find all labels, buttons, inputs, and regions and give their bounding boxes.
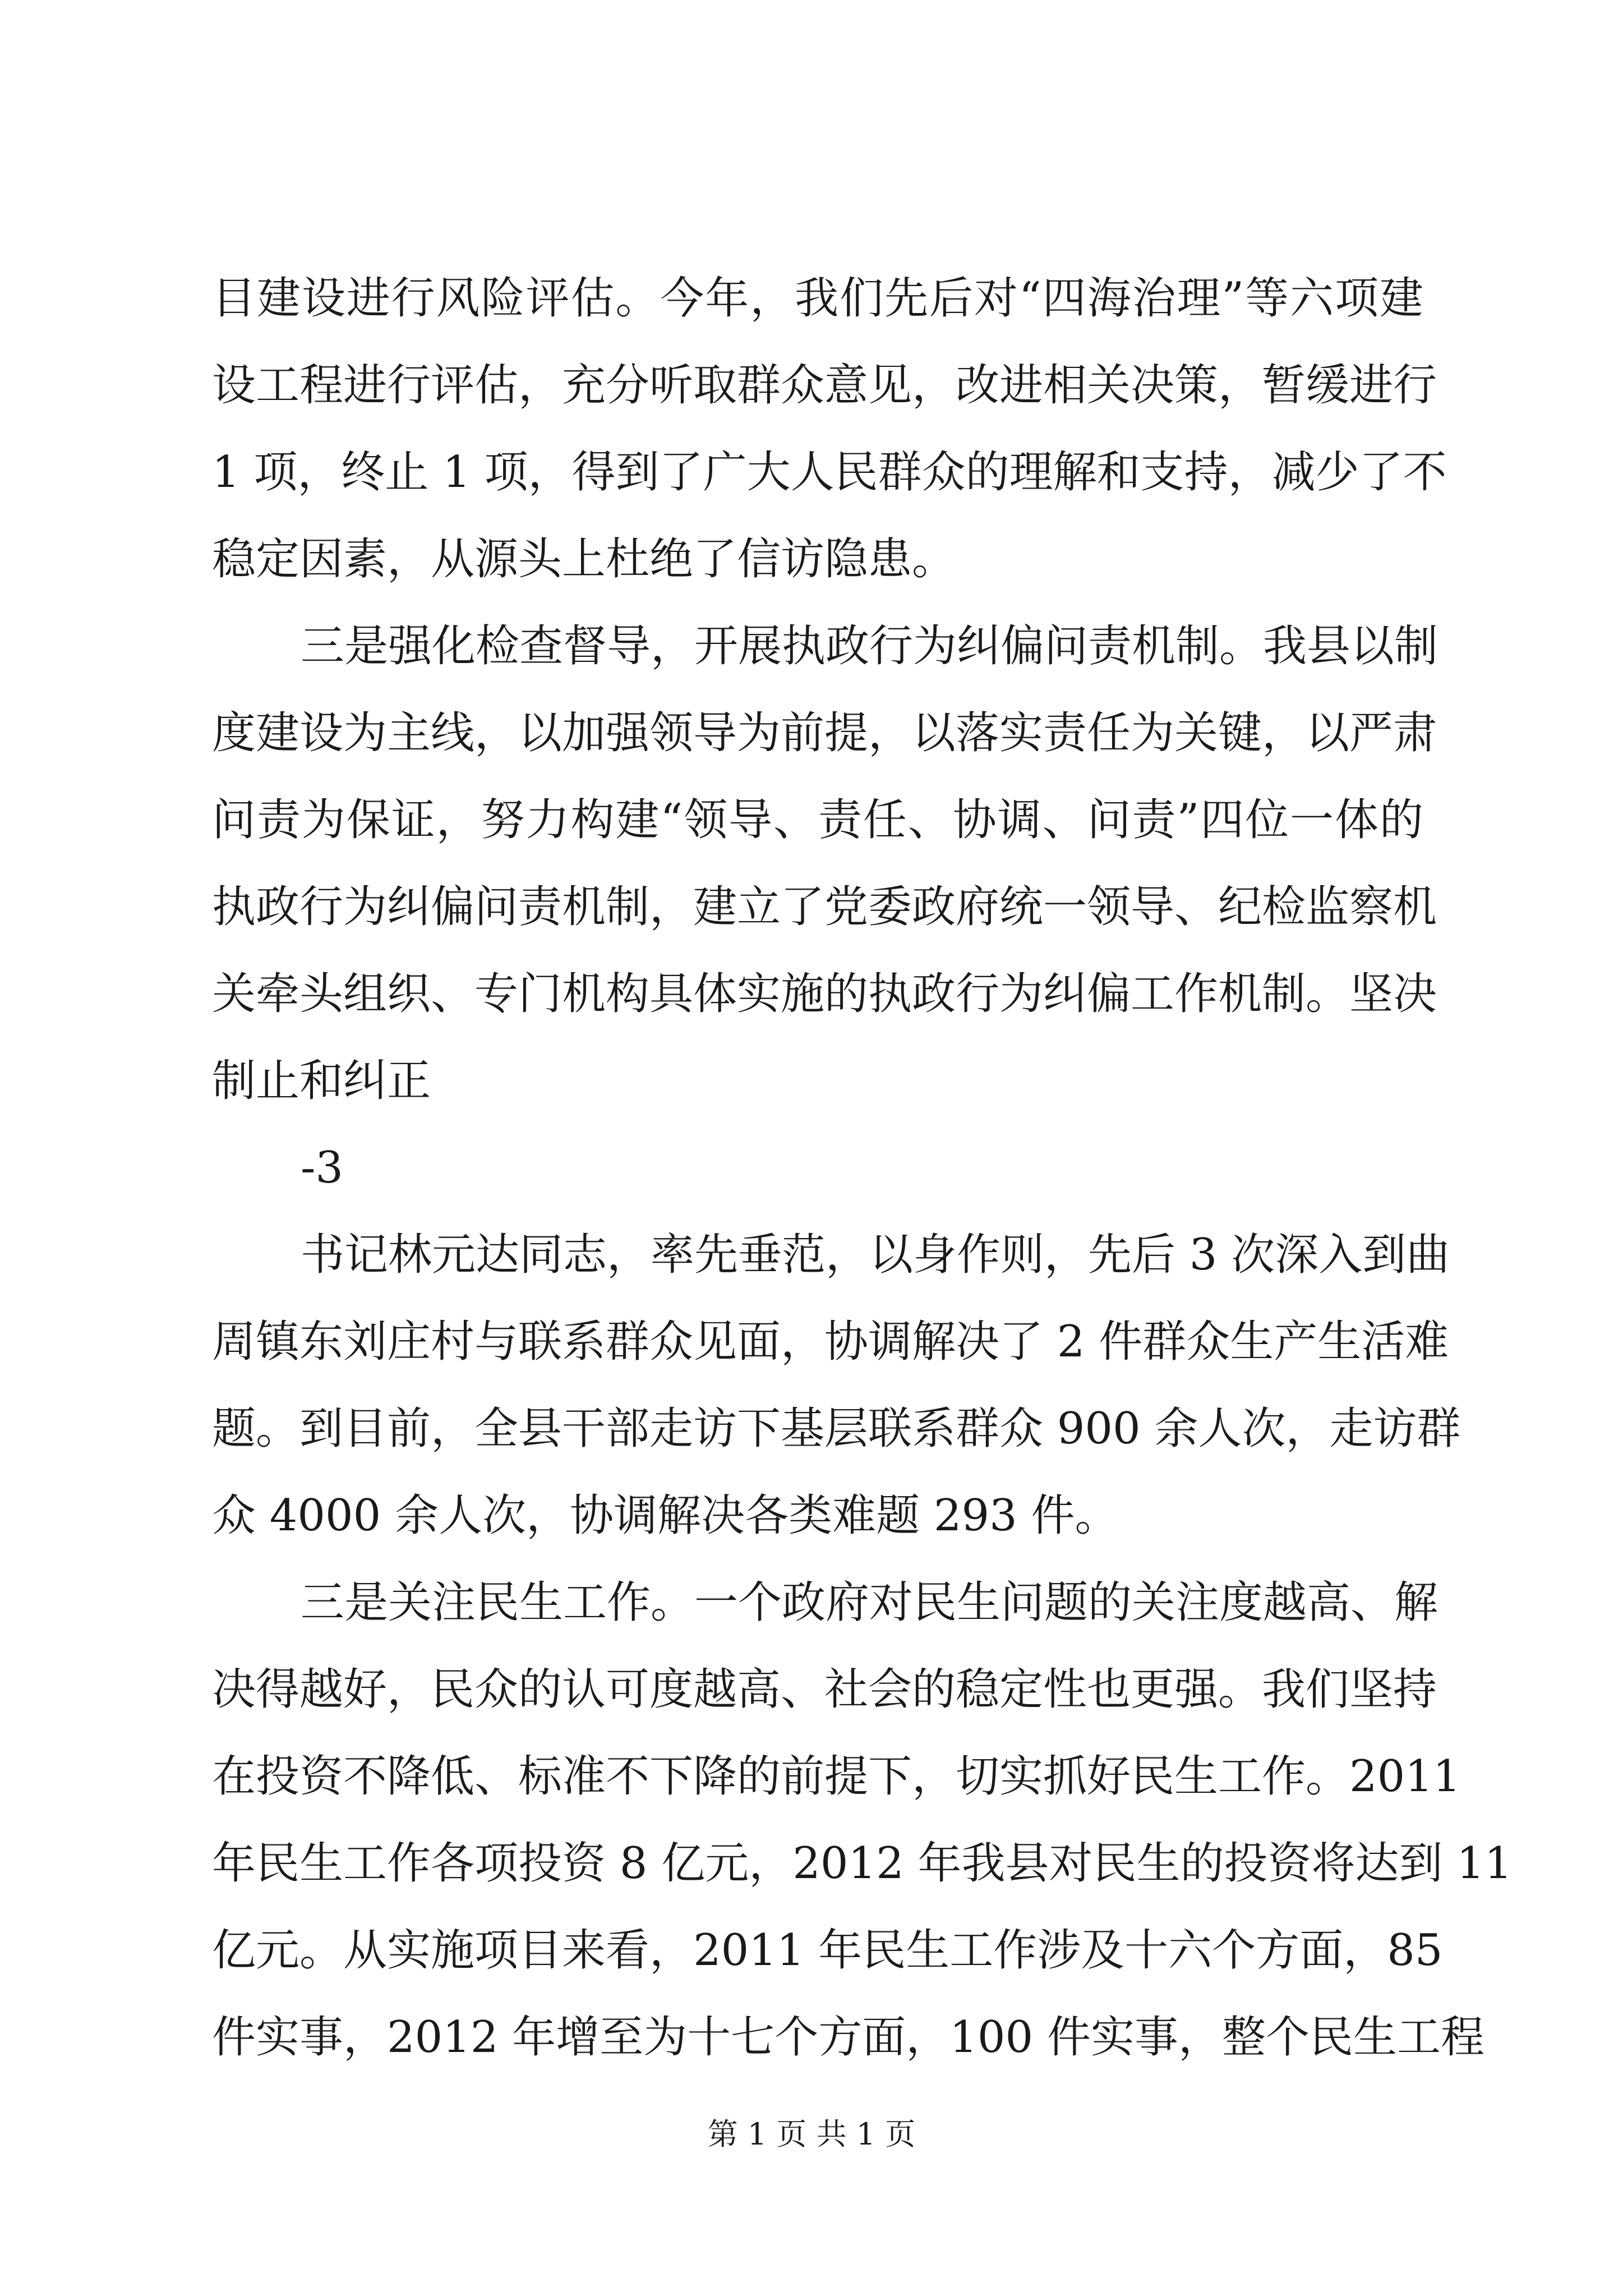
text-line: 决得越好，民众的认可度越高、社会的稳定性也更强。我们坚持 (212, 1664, 1437, 1715)
text-line: 书记林元达同志，率先垂范，以身作则，先后 3 次深入到曲 (301, 1230, 1450, 1280)
text-line: 在投资不降低、标准不下降的前提下，切实抓好民生工作。2011 (212, 1751, 1461, 1802)
text-line: 关牵头组织、专门机构具体实施的执政行为纠偏工作机制。坚决 (212, 969, 1437, 1019)
text-line: 件实事，2012 年增至为十七个方面，100 件实事，整个民生工程 (212, 2012, 1484, 2063)
text-line: 众 4000 余人次，协调解决各类难题 293 件。 (212, 1490, 1119, 1541)
text-line: 制止和纠正 (212, 1056, 431, 1106)
text-line: 年民生工作各项投资 8 亿元，2012 年我县对民生的投资将达到 11 (212, 1838, 1513, 1889)
text-line: 亿元。从实施项目来看，2011 年民生工作涉及十六个方面，85 (212, 1925, 1443, 1976)
text-line: 1 项，终止 1 项，得到了广大人民群众的理解和支持，减少了不 (212, 447, 1447, 498)
text-line: 设工程进行评估，充分听取群众意见，改进相关决策，暂缓进行 (212, 360, 1437, 411)
text-line: 目建设进行风险评估。今年，我们先后对“四海治理”等六项建 (212, 273, 1423, 324)
text-line: -3 (301, 1143, 343, 1193)
text-line: 度建设为主线，以加强领导为前提，以落实责任为关键，以严肃 (212, 708, 1437, 758)
text-line: 执政行为纠偏问责机制，建立了党委政府统一领导、纪检监察机 (212, 882, 1437, 932)
text-line: 稳定因素，从源头上杜绝了信访隐患。 (212, 534, 956, 585)
text-line: 题。到目前，全县干部走访下基层联系群众 900 余人次，走访群 (212, 1404, 1461, 1454)
text-line: 周镇东刘庄村与联系群众见面，协调解决了 2 件群众生产生活难 (212, 1317, 1449, 1367)
text-line: 三是强化检查督导，开展执政行为纠偏问责机制。我县以制 (301, 621, 1438, 671)
text-line: 三是关注民生工作。一个政府对民生问题的关注度越高、解 (301, 1577, 1438, 1628)
document-body (212, 255, 1513, 2081)
page-footer: 第 1 页 共 1 页 (707, 2116, 916, 2152)
text-line: 问责为保证，努力构建“领导、责任、协调、问责”四位一体的 (212, 795, 1423, 845)
